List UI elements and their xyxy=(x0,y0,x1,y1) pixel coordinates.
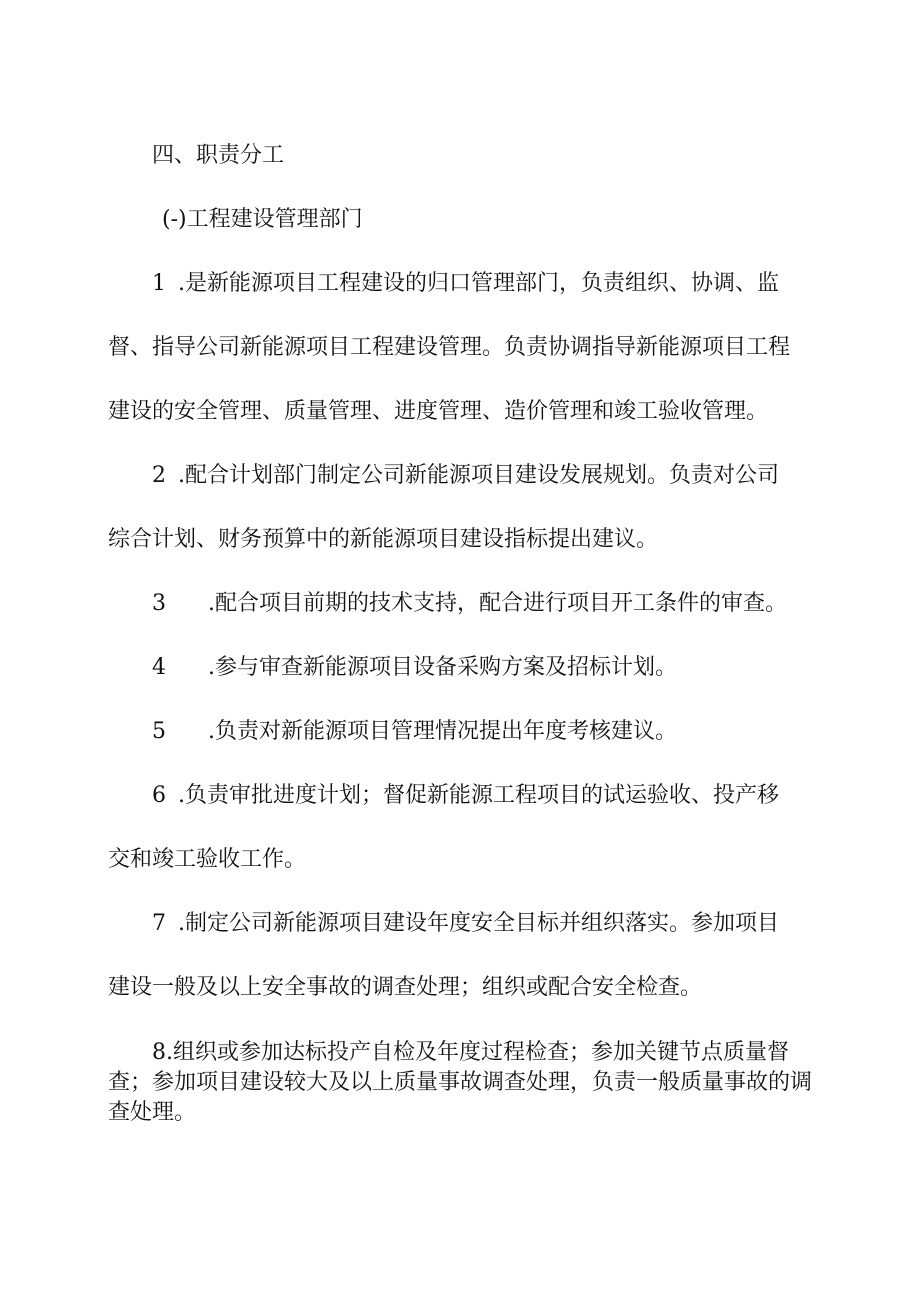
item-7-line-2: 建设一般及以上安全事故的调查处理；组织或配合安全检查。 xyxy=(108,975,703,1000)
item-4-number: 4 xyxy=(152,655,166,680)
item-3-line xyxy=(152,590,787,618)
item-2-line-1 xyxy=(152,462,779,490)
item-7-line-1 xyxy=(152,910,779,938)
item-1-text: .是新能源项目工程建设的归口管理部门，负责组织、协调、监 xyxy=(178,271,779,296)
item-1-line-2: 督、指导公司新能源项目工程建设管理。负责协调指导新能源项目工程 xyxy=(108,335,791,360)
item-3-text: .配合项目前期的技术支持，配合进行项目开工条件的审查。 xyxy=(208,591,787,616)
section-heading: 四、职责分工 xyxy=(152,143,285,168)
item-2-number: 2 xyxy=(152,463,166,488)
item-7-number: 7 xyxy=(152,911,166,936)
item-2-text: .配合计划部门制定公司新能源项目建设发展规划。负责对公司 xyxy=(178,463,779,488)
item-6-line-1 xyxy=(152,782,779,810)
item-2-line-2: 综合计划、财务预算中的新能源项目建设指标提出建议。 xyxy=(108,527,659,552)
item-6-number: 6 xyxy=(152,783,166,808)
subsection-heading: (-)工程建设管理部门 xyxy=(162,207,363,232)
item-4-text: .参与审查新能源项目设备采购方案及招标计划。 xyxy=(208,655,677,680)
item-6-line-2: 交和竣工验收工作。 xyxy=(108,847,307,872)
item-4-line xyxy=(152,654,677,682)
item-5-line xyxy=(152,718,677,746)
item-3-number: 3 xyxy=(152,591,166,616)
item-6-text: .负责审批进度计划；督促新能源工程项目的试运验收、投产移 xyxy=(178,783,779,808)
item-1-line-3: 建设的安全管理、质量管理、进度管理、造价管理和竣工验收管理。 xyxy=(108,399,769,424)
item-5-text: .负责对新能源项目管理情况提出年度考核建议。 xyxy=(208,719,677,744)
item-8-paragraph: 8.组织或参加达标投产自检及年度过程检查；参加关键节点质量督查；参加项目建设较大及以上质量事故调查处理，负责一般质量事故的调查处理。 xyxy=(108,1040,813,1125)
item-1-line-1 xyxy=(152,270,779,298)
item-5-number: 5 xyxy=(152,719,166,744)
item-1-number: 1 xyxy=(152,271,166,296)
item-7-text: .制定公司新能源项目建设年度安全目标并组织落实。参加项目 xyxy=(178,911,779,936)
